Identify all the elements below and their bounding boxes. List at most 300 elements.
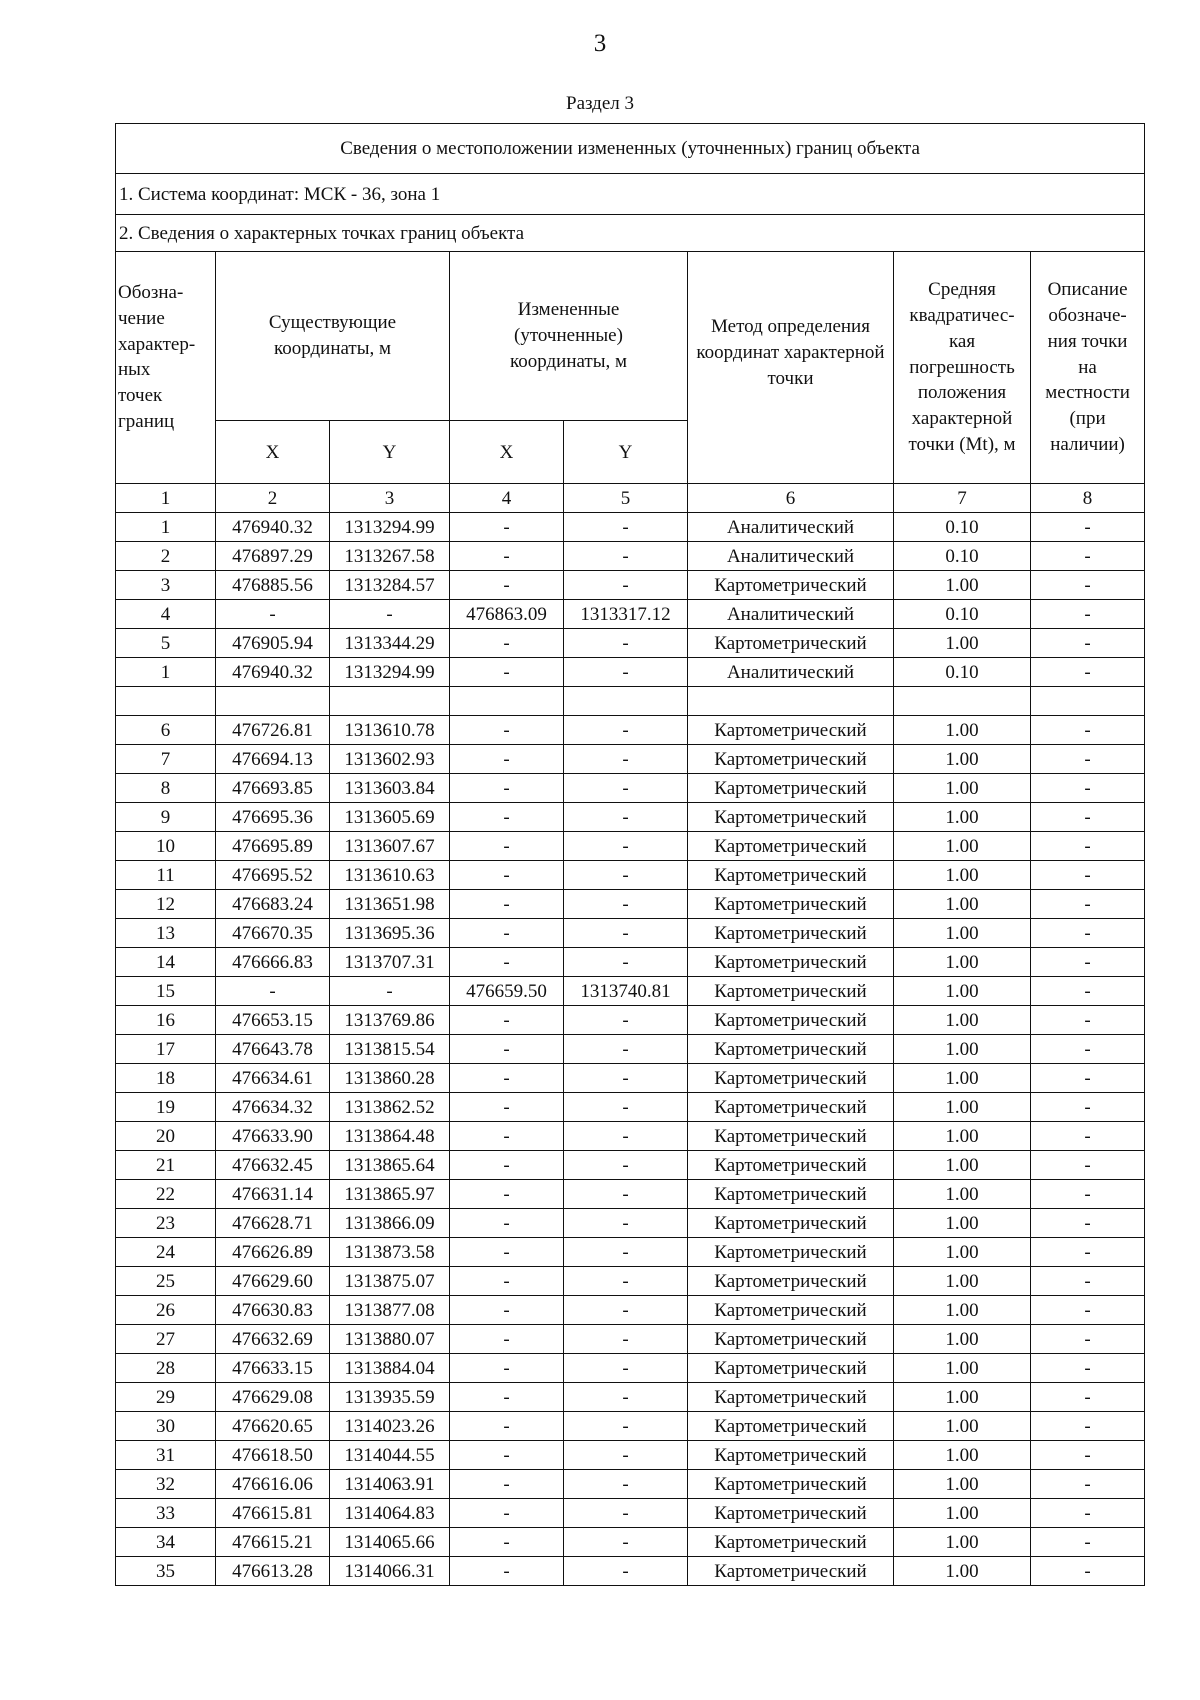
table-row bbox=[116, 803, 1145, 832]
table-row bbox=[116, 542, 1145, 571]
cell-existing-y: 1313284.57 bbox=[330, 571, 450, 600]
cell-description: - bbox=[1031, 1151, 1145, 1180]
cell-changed-x: - bbox=[450, 832, 564, 861]
column-number: 5 bbox=[564, 484, 688, 513]
cell-method: Картометрический bbox=[688, 1238, 894, 1267]
cell-description: - bbox=[1031, 600, 1145, 629]
cell-changed-y: - bbox=[564, 890, 688, 919]
cell-existing-x: 476726.81 bbox=[216, 716, 330, 745]
cell-changed-y: - bbox=[564, 571, 688, 600]
cell-changed-y: - bbox=[564, 1412, 688, 1441]
cell-changed-y: - bbox=[564, 1325, 688, 1354]
table-row bbox=[116, 1267, 1145, 1296]
cell-method: Картометрический bbox=[688, 948, 894, 977]
cell-existing-x: 476618.50 bbox=[216, 1441, 330, 1470]
cell-mean-error: 1.00 bbox=[894, 1151, 1031, 1180]
table-row bbox=[116, 629, 1145, 658]
table-row bbox=[116, 1296, 1145, 1325]
cell-point-number: 27 bbox=[116, 1325, 216, 1354]
cell-existing-x: 476615.21 bbox=[216, 1528, 330, 1557]
cell-existing-y: 1313610.78 bbox=[330, 716, 450, 745]
cell-existing-y: 1313873.58 bbox=[330, 1238, 450, 1267]
cell-changed-y: - bbox=[564, 1093, 688, 1122]
table-row bbox=[116, 716, 1145, 745]
cell-changed-x: - bbox=[450, 1035, 564, 1064]
cell-point-number: 6 bbox=[116, 716, 216, 745]
cell-changed-x: - bbox=[450, 803, 564, 832]
cell-point-number: 20 bbox=[116, 1122, 216, 1151]
cell-method: Картометрический bbox=[688, 977, 894, 1006]
table-row bbox=[116, 861, 1145, 890]
table-row bbox=[116, 1325, 1145, 1354]
cell-changed-y: - bbox=[564, 745, 688, 774]
table-row bbox=[116, 571, 1145, 600]
cell-point-number: 16 bbox=[116, 1006, 216, 1035]
cell-existing-y: 1313603.84 bbox=[330, 774, 450, 803]
cell-mean-error: 1.00 bbox=[894, 629, 1031, 658]
cell-mean-error bbox=[894, 687, 1031, 716]
cell-existing-y: 1313865.97 bbox=[330, 1180, 450, 1209]
cell-changed-y bbox=[564, 687, 688, 716]
cell-changed-y: - bbox=[564, 1151, 688, 1180]
cell-description: - bbox=[1031, 1383, 1145, 1412]
cell-existing-x: 476695.89 bbox=[216, 832, 330, 861]
cell-existing-x: 476653.15 bbox=[216, 1006, 330, 1035]
cell-description: - bbox=[1031, 1064, 1145, 1093]
cell-existing-x: 476670.35 bbox=[216, 919, 330, 948]
cell-existing-x: 476616.06 bbox=[216, 1470, 330, 1499]
cell-changed-x: - bbox=[450, 1354, 564, 1383]
cell-changed-x: - bbox=[450, 571, 564, 600]
cell-description: - bbox=[1031, 658, 1145, 687]
cell-changed-x: - bbox=[450, 1296, 564, 1325]
cell-mean-error: 1.00 bbox=[894, 1267, 1031, 1296]
cell-mean-error: 1.00 bbox=[894, 948, 1031, 977]
cell-changed-y: - bbox=[564, 1354, 688, 1383]
table-row bbox=[116, 1122, 1145, 1151]
cell-existing-y: - bbox=[330, 977, 450, 1006]
cell-mean-error: 1.00 bbox=[894, 1499, 1031, 1528]
cell-method: Картометрический bbox=[688, 1470, 894, 1499]
cell-description: - bbox=[1031, 1122, 1145, 1151]
cell-mean-error: 1.00 bbox=[894, 861, 1031, 890]
cell-point-number: 23 bbox=[116, 1209, 216, 1238]
cell-existing-y: 1313862.52 bbox=[330, 1093, 450, 1122]
cell-changed-x: - bbox=[450, 1383, 564, 1412]
table-row bbox=[116, 1238, 1145, 1267]
cell-method: Картометрический bbox=[688, 1441, 894, 1470]
cell-method: Аналитический bbox=[688, 658, 894, 687]
cell-changed-y: - bbox=[564, 1557, 688, 1586]
table-row bbox=[116, 890, 1145, 919]
cell-changed-x: - bbox=[450, 658, 564, 687]
cell-point-number: 33 bbox=[116, 1499, 216, 1528]
cell-existing-y: 1313866.09 bbox=[330, 1209, 450, 1238]
cell-existing-y: 1313294.99 bbox=[330, 513, 450, 542]
cell-point-number: 17 bbox=[116, 1035, 216, 1064]
table-row bbox=[116, 977, 1145, 1006]
cell-existing-x: 476630.83 bbox=[216, 1296, 330, 1325]
header-existing-x: X bbox=[216, 421, 330, 484]
cell-changed-x: 476863.09 bbox=[450, 600, 564, 629]
cell-existing-y: 1313935.59 bbox=[330, 1383, 450, 1412]
cell-changed-y: - bbox=[564, 1383, 688, 1412]
cell-description: - bbox=[1031, 1412, 1145, 1441]
cell-mean-error: 0.10 bbox=[894, 542, 1031, 571]
table-row bbox=[116, 1064, 1145, 1093]
cell-existing-y: - bbox=[330, 600, 450, 629]
cell-changed-x: - bbox=[450, 1209, 564, 1238]
cell-description: - bbox=[1031, 1180, 1145, 1209]
cell-changed-x: - bbox=[450, 1238, 564, 1267]
cell-description: - bbox=[1031, 919, 1145, 948]
cell-existing-y: 1313875.07 bbox=[330, 1267, 450, 1296]
table-row bbox=[116, 1354, 1145, 1383]
cell-method: Картометрический bbox=[688, 1296, 894, 1325]
cell-mean-error: 1.00 bbox=[894, 1238, 1031, 1267]
cell-description: - bbox=[1031, 745, 1145, 774]
cell-changed-x: - bbox=[450, 890, 564, 919]
table-row bbox=[116, 948, 1145, 977]
cell-method: Картометрический bbox=[688, 1557, 894, 1586]
table-row bbox=[116, 687, 1145, 716]
cell-description: - bbox=[1031, 774, 1145, 803]
cell-existing-y bbox=[330, 687, 450, 716]
cell-existing-y: 1313860.28 bbox=[330, 1064, 450, 1093]
cell-point-number: 12 bbox=[116, 890, 216, 919]
cell-existing-y: 1313877.08 bbox=[330, 1296, 450, 1325]
cell-method: Картометрический bbox=[688, 861, 894, 890]
cell-mean-error: 1.00 bbox=[894, 1383, 1031, 1412]
table-row bbox=[116, 745, 1145, 774]
cell-mean-error: 0.10 bbox=[894, 658, 1031, 687]
cell-changed-x: - bbox=[450, 1325, 564, 1354]
cell-changed-y: - bbox=[564, 1528, 688, 1557]
cell-existing-y: 1314023.26 bbox=[330, 1412, 450, 1441]
cell-existing-y: 1313294.99 bbox=[330, 658, 450, 687]
table-row bbox=[116, 1499, 1145, 1528]
cell-existing-x: 476633.15 bbox=[216, 1354, 330, 1383]
cell-description: - bbox=[1031, 1325, 1145, 1354]
cell-description: - bbox=[1031, 1470, 1145, 1499]
cell-description: - bbox=[1031, 890, 1145, 919]
cell-point-number: 8 bbox=[116, 774, 216, 803]
cell-description: - bbox=[1031, 716, 1145, 745]
table-row bbox=[116, 1528, 1145, 1557]
header-changed-x: X bbox=[450, 421, 564, 484]
table-row bbox=[116, 513, 1145, 542]
cell-mean-error: 1.00 bbox=[894, 774, 1031, 803]
cell-description: - bbox=[1031, 513, 1145, 542]
header-point-designation: Обозна- чение характер- ных точек границ bbox=[116, 252, 216, 484]
cell-mean-error: 1.00 bbox=[894, 1354, 1031, 1383]
cell-description: - bbox=[1031, 1354, 1145, 1383]
cell-changed-y: - bbox=[564, 1267, 688, 1296]
cell-changed-x: 476659.50 bbox=[450, 977, 564, 1006]
cell-point-number: 30 bbox=[116, 1412, 216, 1441]
cell-point-number: 5 bbox=[116, 629, 216, 658]
cell-point-number: 25 bbox=[116, 1267, 216, 1296]
table-row bbox=[116, 1151, 1145, 1180]
cell-changed-x: - bbox=[450, 629, 564, 658]
cell-existing-x: 476632.69 bbox=[216, 1325, 330, 1354]
table-row bbox=[116, 1093, 1145, 1122]
cell-point-number: 34 bbox=[116, 1528, 216, 1557]
cell-existing-x: 476634.61 bbox=[216, 1064, 330, 1093]
cell-existing-x bbox=[216, 687, 330, 716]
table-row bbox=[116, 1383, 1145, 1412]
cell-point-number: 26 bbox=[116, 1296, 216, 1325]
cell-changed-x: - bbox=[450, 948, 564, 977]
cell-existing-x: 476615.81 bbox=[216, 1499, 330, 1528]
cell-existing-y: 1313769.86 bbox=[330, 1006, 450, 1035]
cell-point-number: 1 bbox=[116, 658, 216, 687]
cell-method: Картометрический bbox=[688, 1151, 894, 1180]
cell-changed-x: - bbox=[450, 1064, 564, 1093]
cell-changed-y: - bbox=[564, 1122, 688, 1151]
header-method: Метод определения координат характерной точки bbox=[688, 252, 894, 484]
cell-description: - bbox=[1031, 1267, 1145, 1296]
cell-existing-y: 1313865.64 bbox=[330, 1151, 450, 1180]
cell-changed-y: - bbox=[564, 1238, 688, 1267]
cell-mean-error: 1.00 bbox=[894, 716, 1031, 745]
cell-description: - bbox=[1031, 1296, 1145, 1325]
cell-changed-x: - bbox=[450, 1006, 564, 1035]
table-row bbox=[116, 832, 1145, 861]
cell-mean-error: 1.00 bbox=[894, 1325, 1031, 1354]
cell-existing-y: 1313815.54 bbox=[330, 1035, 450, 1064]
cell-existing-x: 476629.60 bbox=[216, 1267, 330, 1296]
cell-description: - bbox=[1031, 861, 1145, 890]
cell-method: Картометрический bbox=[688, 1267, 894, 1296]
table-row bbox=[116, 1006, 1145, 1035]
cell-description: - bbox=[1031, 1499, 1145, 1528]
cell-method: Картометрический bbox=[688, 1093, 894, 1122]
cell-existing-y: 1313605.69 bbox=[330, 803, 450, 832]
cell-mean-error: 1.00 bbox=[894, 890, 1031, 919]
cell-changed-y: - bbox=[564, 832, 688, 861]
header-existing-coordinates: Существующие координаты, м bbox=[216, 252, 450, 421]
cell-method: Картометрический bbox=[688, 571, 894, 600]
cell-point-number: 35 bbox=[116, 1557, 216, 1586]
cell-point-number: 13 bbox=[116, 919, 216, 948]
cell-description: - bbox=[1031, 1035, 1145, 1064]
cell-description: - bbox=[1031, 1557, 1145, 1586]
cell-mean-error: 0.10 bbox=[894, 513, 1031, 542]
cell-method: Картометрический bbox=[688, 629, 894, 658]
points-heading: 2. Сведения о характерных точках границ объекта bbox=[116, 215, 1145, 252]
cell-existing-x: 476632.45 bbox=[216, 1151, 330, 1180]
cell-method: Картометрический bbox=[688, 1006, 894, 1035]
cell-existing-x: 476628.71 bbox=[216, 1209, 330, 1238]
cell-changed-y: 1313317.12 bbox=[564, 600, 688, 629]
cell-method: Картометрический bbox=[688, 1383, 894, 1412]
cell-changed-x: - bbox=[450, 716, 564, 745]
cell-mean-error: 1.00 bbox=[894, 1557, 1031, 1586]
cell-changed-y: - bbox=[564, 1470, 688, 1499]
cell-existing-x: 476905.94 bbox=[216, 629, 330, 658]
cell-mean-error: 1.00 bbox=[894, 571, 1031, 600]
cell-point-number: 1 bbox=[116, 513, 216, 542]
cell-existing-y: 1313707.31 bbox=[330, 948, 450, 977]
cell-mean-error: 1.00 bbox=[894, 803, 1031, 832]
cell-existing-x: - bbox=[216, 600, 330, 629]
cell-mean-error: 1.00 bbox=[894, 1296, 1031, 1325]
cell-point-number: 18 bbox=[116, 1064, 216, 1093]
cell-existing-x: 476666.83 bbox=[216, 948, 330, 977]
cell-existing-y: 1313607.67 bbox=[330, 832, 450, 861]
cell-existing-x: 476613.28 bbox=[216, 1557, 330, 1586]
cell-changed-x: - bbox=[450, 1557, 564, 1586]
cell-method: Аналитический bbox=[688, 542, 894, 571]
column-number: 7 bbox=[894, 484, 1031, 513]
cell-point-number: 32 bbox=[116, 1470, 216, 1499]
coordinate-system: 1. Система координат: МСК - 36, зона 1 bbox=[116, 174, 1145, 215]
cell-point-number: 31 bbox=[116, 1441, 216, 1470]
table-row bbox=[116, 1470, 1145, 1499]
header-description: Описание обозначе- ния точки на местности (при наличии) bbox=[1031, 252, 1145, 484]
cell-changed-x: - bbox=[450, 745, 564, 774]
cell-existing-x: 476631.14 bbox=[216, 1180, 330, 1209]
cell-changed-y: - bbox=[564, 1064, 688, 1093]
cell-existing-x: 476634.32 bbox=[216, 1093, 330, 1122]
column-number: 6 bbox=[688, 484, 894, 513]
cell-changed-x: - bbox=[450, 1441, 564, 1470]
header-changed-coordinates: Измененные (уточненные) координаты, м bbox=[450, 252, 688, 421]
cell-point-number: 4 bbox=[116, 600, 216, 629]
cell-point-number: 22 bbox=[116, 1180, 216, 1209]
cell-method: Картометрический bbox=[688, 803, 894, 832]
cell-existing-y: 1314066.31 bbox=[330, 1557, 450, 1586]
cell-changed-x: - bbox=[450, 1499, 564, 1528]
cell-method: Картометрический bbox=[688, 1180, 894, 1209]
cell-existing-y: 1313344.29 bbox=[330, 629, 450, 658]
cell-method: Картометрический bbox=[688, 1528, 894, 1557]
cell-existing-y: 1313695.36 bbox=[330, 919, 450, 948]
table-row bbox=[116, 600, 1145, 629]
header-changed-y: Y bbox=[564, 421, 688, 484]
cell-existing-x: - bbox=[216, 977, 330, 1006]
table-row bbox=[116, 1035, 1145, 1064]
column-number: 4 bbox=[450, 484, 564, 513]
cell-point-number: 7 bbox=[116, 745, 216, 774]
cell-existing-y: 1313651.98 bbox=[330, 890, 450, 919]
cell-method: Картометрический bbox=[688, 1412, 894, 1441]
cell-point-number: 14 bbox=[116, 948, 216, 977]
cell-description: - bbox=[1031, 832, 1145, 861]
cell-existing-y: 1313267.58 bbox=[330, 542, 450, 571]
column-number: 1 bbox=[116, 484, 216, 513]
cell-description: - bbox=[1031, 1006, 1145, 1035]
cell-existing-x: 476693.85 bbox=[216, 774, 330, 803]
cell-changed-y: - bbox=[564, 1209, 688, 1238]
column-number: 3 bbox=[330, 484, 450, 513]
cell-point-number: 28 bbox=[116, 1354, 216, 1383]
cell-changed-y: - bbox=[564, 948, 688, 977]
header-existing-y: Y bbox=[330, 421, 450, 484]
cell-mean-error: 1.00 bbox=[894, 745, 1031, 774]
cell-changed-y: 1313740.81 bbox=[564, 977, 688, 1006]
cell-description: - bbox=[1031, 1528, 1145, 1557]
column-number: 2 bbox=[216, 484, 330, 513]
cell-changed-y: - bbox=[564, 1441, 688, 1470]
cell-method: Картометрический bbox=[688, 832, 894, 861]
table-title: Сведения о местоположении измененных (уточненных) границ объекта bbox=[116, 124, 1145, 174]
cell-point-number: 3 bbox=[116, 571, 216, 600]
cell-existing-y: 1314065.66 bbox=[330, 1528, 450, 1557]
cell-existing-x: 476629.08 bbox=[216, 1383, 330, 1412]
table-row bbox=[116, 1412, 1145, 1441]
table-row bbox=[116, 1180, 1145, 1209]
cell-existing-x: 476633.90 bbox=[216, 1122, 330, 1151]
cell-changed-y: - bbox=[564, 658, 688, 687]
cell-description: - bbox=[1031, 803, 1145, 832]
table-row bbox=[116, 1209, 1145, 1238]
cell-method: Картометрический bbox=[688, 1064, 894, 1093]
cell-existing-x: 476695.36 bbox=[216, 803, 330, 832]
cell-existing-y: 1313864.48 bbox=[330, 1122, 450, 1151]
section-title: Раздел 3 bbox=[566, 93, 634, 114]
cell-point-number: 19 bbox=[116, 1093, 216, 1122]
cell-description: - bbox=[1031, 948, 1145, 977]
cell-point-number: 15 bbox=[116, 977, 216, 1006]
cell-changed-x: - bbox=[450, 919, 564, 948]
cell-point-number: 24 bbox=[116, 1238, 216, 1267]
cell-method: Картометрический bbox=[688, 1499, 894, 1528]
cell-existing-x: 476683.24 bbox=[216, 890, 330, 919]
cell-method: Картометрический bbox=[688, 1209, 894, 1238]
cell-changed-x: - bbox=[450, 1151, 564, 1180]
table-row bbox=[116, 919, 1145, 948]
cell-method: Картометрический bbox=[688, 1325, 894, 1354]
cell-existing-x: 476940.32 bbox=[216, 513, 330, 542]
cell-description: - bbox=[1031, 542, 1145, 571]
cell-point-number bbox=[116, 687, 216, 716]
cell-method: Картометрический bbox=[688, 774, 894, 803]
cell-point-number: 11 bbox=[116, 861, 216, 890]
cell-changed-x: - bbox=[450, 774, 564, 803]
cell-mean-error: 1.00 bbox=[894, 977, 1031, 1006]
cell-mean-error: 1.00 bbox=[894, 919, 1031, 948]
page-number: 3 bbox=[593, 30, 607, 57]
cell-mean-error: 1.00 bbox=[894, 1412, 1031, 1441]
boundary-points-table bbox=[115, 123, 1145, 1586]
cell-changed-x: - bbox=[450, 513, 564, 542]
cell-description: - bbox=[1031, 1441, 1145, 1470]
table-row bbox=[116, 658, 1145, 687]
cell-mean-error: 1.00 bbox=[894, 1006, 1031, 1035]
cell-changed-x: - bbox=[450, 1528, 564, 1557]
cell-existing-x: 476620.65 bbox=[216, 1412, 330, 1441]
cell-mean-error: 1.00 bbox=[894, 1035, 1031, 1064]
cell-existing-x: 476897.29 bbox=[216, 542, 330, 571]
cell-changed-y: - bbox=[564, 1499, 688, 1528]
cell-changed-y: - bbox=[564, 542, 688, 571]
cell-changed-x: - bbox=[450, 1093, 564, 1122]
cell-existing-x: 476643.78 bbox=[216, 1035, 330, 1064]
cell-changed-y: - bbox=[564, 1296, 688, 1325]
cell-mean-error: 1.00 bbox=[894, 1528, 1031, 1557]
cell-existing-y: 1313602.93 bbox=[330, 745, 450, 774]
cell-method: Картометрический bbox=[688, 919, 894, 948]
cell-changed-x: - bbox=[450, 542, 564, 571]
cell-description: - bbox=[1031, 977, 1145, 1006]
cell-existing-x: 476694.13 bbox=[216, 745, 330, 774]
cell-mean-error: 1.00 bbox=[894, 1209, 1031, 1238]
cell-changed-y: - bbox=[564, 1006, 688, 1035]
column-number: 8 bbox=[1031, 484, 1145, 513]
cell-existing-y: 1313884.04 bbox=[330, 1354, 450, 1383]
